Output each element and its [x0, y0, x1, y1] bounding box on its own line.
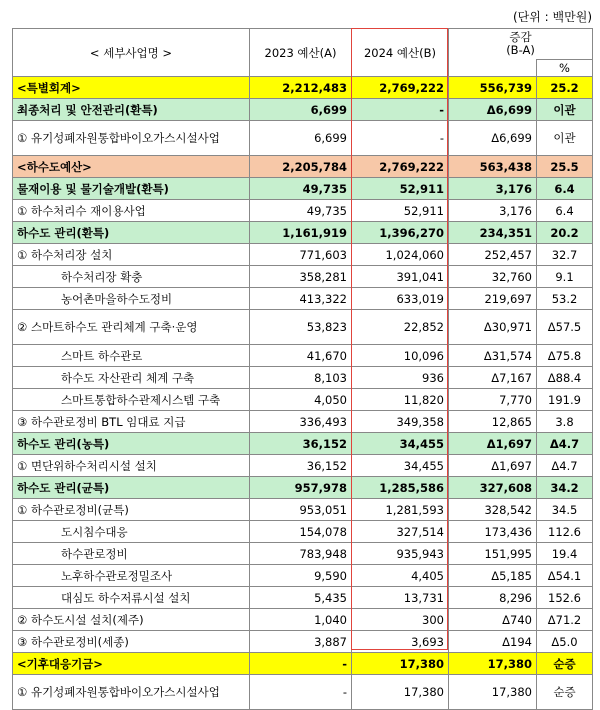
table-row: ② 스마트하수도 관리체계 구축·운영 53,823 22,852 Δ30,971 Δ57.5: [13, 310, 593, 345]
table-row: 하수도 관리(환특) 1,161,919 1,396,270 234,351 20.2: [13, 222, 593, 244]
table-row: ③ 하수관로정비 BTL 임대료 지급 336,493 349,358 12,865 3.8: [13, 411, 593, 433]
table-row: ① 하수처리장 설치 771,603 1,024,060 252,457 32.7: [13, 244, 593, 266]
table-row: 하수도 관리(농특) 36,152 34,455 Δ1,697 Δ4.7: [13, 433, 593, 455]
unit-label: (단위 : 백만원): [513, 10, 592, 24]
table-row: <기후대응기금> - 17,380 17,380 순증: [13, 653, 593, 675]
header-diff: 증감 (B-A): [449, 29, 593, 60]
table-row: ② 하수도시설 설치(제주) 1,040 300 Δ740 Δ71.2: [13, 609, 593, 631]
table-row: 하수관로정비 783,948 935,943 151,995 19.4: [13, 543, 593, 565]
table-row: <특별회계> 2,212,483 2,769,222 556,739 25.2: [13, 77, 593, 99]
table-row: 하수도 자산관리 체계 구축 8,103 936 Δ7,167 Δ88.4: [13, 367, 593, 389]
header-2023: 2023 예산(A): [250, 29, 352, 77]
table-row: ① 유기성폐자원통합바이오가스시설사업 - 17,380 17,380 순증: [13, 675, 593, 710]
table-row: 하수처리장 확충 358,281 391,041 32,760 9.1: [13, 266, 593, 288]
header-pct: %: [537, 60, 593, 77]
table-row: ① 유기성폐자원통합바이오가스시설사업 6,699 - Δ6,699 이관: [13, 121, 593, 156]
table-row: ① 하수처리수 재이용사업 49,735 52,911 3,176 6.4: [13, 200, 593, 222]
table-row: 하수도 관리(균특) 957,978 1,285,586 327,608 34.2: [13, 477, 593, 499]
header-name: < 세부사업명 >: [13, 29, 250, 77]
budget-table: [12, 28, 593, 710]
table-row: 노후하수관로정밀조사 9,590 4,405 Δ5,185 Δ54.1: [13, 565, 593, 587]
table-row: 스마트통합하수관제시스템 구축 4,050 11,820 7,770 191.9: [13, 389, 593, 411]
table-row: ① 하수관로정비(균특) 953,051 1,281,593 328,542 34.5: [13, 499, 593, 521]
table-row: 최종처리 및 안전관리(환특) 6,699 - Δ6,699 이관: [13, 99, 593, 121]
table-row: 도시침수대응 154,078 327,514 173,436 112.6: [13, 521, 593, 543]
table-row: 물재이용 및 물기술개발(환특) 49,735 52,911 3,176 6.4: [13, 178, 593, 200]
table-row: 스마트 하수관로 41,670 10,096 Δ31,574 Δ75.8: [13, 345, 593, 367]
table-row: ① 면단위하수처리시설 설치 36,152 34,455 Δ1,697 Δ4.7: [13, 455, 593, 477]
table-row: ③ 하수관로정비(세종) 3,887 3,693 Δ194 Δ5.0: [13, 631, 593, 653]
table-row: 대심도 하수저류시설 설치 5,435 13,731 8,296 152.6: [13, 587, 593, 609]
header-2024: 2024 예산(B): [352, 29, 449, 77]
table-row: <하수도예산> 2,205,784 2,769,222 563,438 25.5: [13, 156, 593, 178]
table-row: 농어촌마을하수도정비 413,322 633,019 219,697 53.2: [13, 288, 593, 310]
